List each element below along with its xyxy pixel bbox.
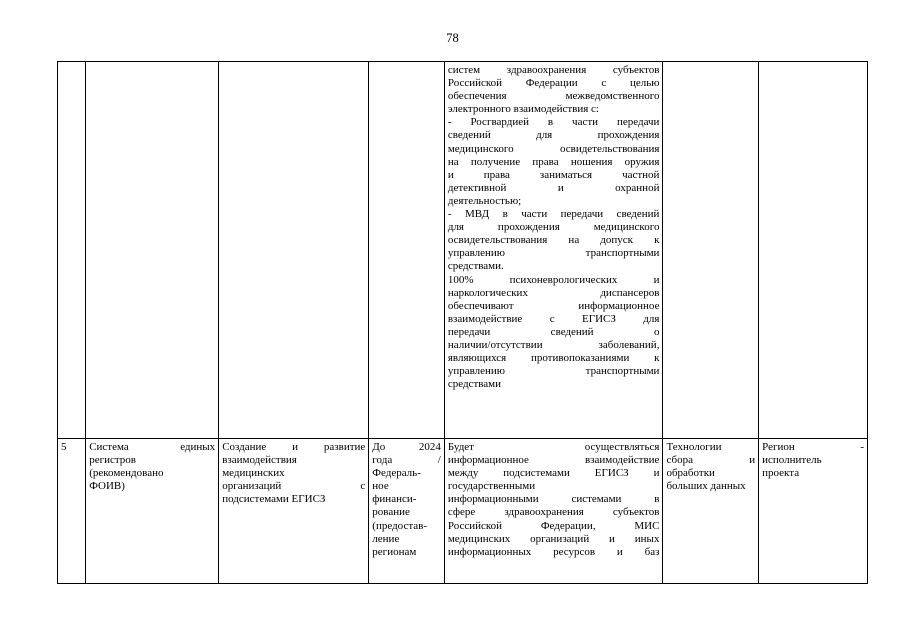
deadline-cell [369,439,445,584]
text-line: организаций с [222,480,366,493]
text-line: информационными системами в [447,493,660,506]
text-line: обеспечения межведомственного [447,90,660,103]
page-number: 78 [446,31,459,45]
text-line: финанси- [372,493,417,506]
text-line: средствами [447,378,502,391]
num-cell [58,62,86,439]
text-line: сведений для прохождения [447,129,660,142]
text-line: взаимодействие с ЕГИСЗ для [447,312,660,325]
text-line: обеспечивают информационное [447,299,660,312]
text-line: средствами. [447,260,504,273]
text-line: Будет осуществляться [447,441,660,453]
row-number: 5 [61,441,67,453]
text-line: детективной и охранной [447,181,660,194]
text-line: освидетельствования на допуск к [447,234,660,247]
text-line: рование [372,506,410,519]
text-line: медицинских организаций и иных [447,532,660,545]
text-line: ное [372,480,389,493]
text-line: управлению транспортными [447,365,660,378]
text-line: информационных ресурсов и баз [447,545,660,558]
deadline-cell [369,62,445,439]
text-line: систем здравоохранения субъектов [447,64,660,76]
text-line: Создание и развитие [222,441,366,453]
result-cell [444,62,663,439]
text-line: медицинских [222,467,285,480]
text-line: передачи сведений о [447,325,660,338]
text-line: сфере здравоохранения субъектов [447,506,660,519]
text-line: Технологии [666,441,722,453]
text-line: регионам [372,545,417,558]
text-line: больших данных [666,480,746,493]
text-line: - МВД в части передачи сведений [447,208,660,221]
text-line: наркологических диспансеров [447,286,660,299]
text-line: деятельностью; [447,194,522,207]
measures-table [57,61,868,584]
text-line: До 2024 [372,441,441,453]
text-line: (рекомендовано [89,467,164,480]
text-line: государственными [447,480,536,493]
name-cell [86,62,219,439]
text-line: являющихся противопоказаниями к [447,352,660,365]
text-line: Система единых [89,441,216,453]
text-line: проекта [762,467,800,480]
num-cell [58,439,86,584]
executor-cell [759,62,868,439]
text-line: Российской Федерации с целью [447,77,660,90]
text-line: ФОИВ) [89,480,125,493]
text-line: Регион - [762,441,864,453]
technology-cell [663,62,759,439]
text-line: 100% психоневрологических и [447,273,660,286]
text-line: ление [372,532,400,545]
text-line: подсистемами ЕГИСЗ [222,493,326,506]
text-line: информационное взаимодействие [447,454,660,467]
text-line: - Росгвардией в части передачи [447,116,660,129]
text-line: наличии/отсутствии заболеваний, [447,338,660,351]
text-line: года / [372,454,441,467]
text-line: на получение права ношения оружия [447,155,660,168]
text-line: электронного взаимодействия с: [447,103,599,116]
table-row [58,62,868,439]
text-line: регистров [89,454,137,467]
text-line: сбора и [666,454,756,467]
text-line: между подсистемами ЕГИСЗ и [447,467,660,480]
text-line: Российской Федерации, МИС [447,519,660,532]
text-line: Федераль- [372,467,421,480]
technology-cell [663,439,759,584]
table-row [58,439,868,584]
activity-cell [219,439,369,584]
text-line: медицинского освидетельствования [447,142,660,155]
text-line: обработки [666,467,715,480]
executor-cell [759,439,868,584]
text-line: взаимодействия [222,454,297,467]
name-cell [86,439,219,584]
text-line: для прохождения медицинского [447,221,660,234]
text-line: управлению транспортными [447,247,660,260]
text-line: и права заниматься частной [447,168,660,181]
text-line: (предостав- [372,519,428,532]
result-cell [444,439,663,584]
text-line: исполнитель [762,454,822,467]
activity-cell [219,62,369,439]
